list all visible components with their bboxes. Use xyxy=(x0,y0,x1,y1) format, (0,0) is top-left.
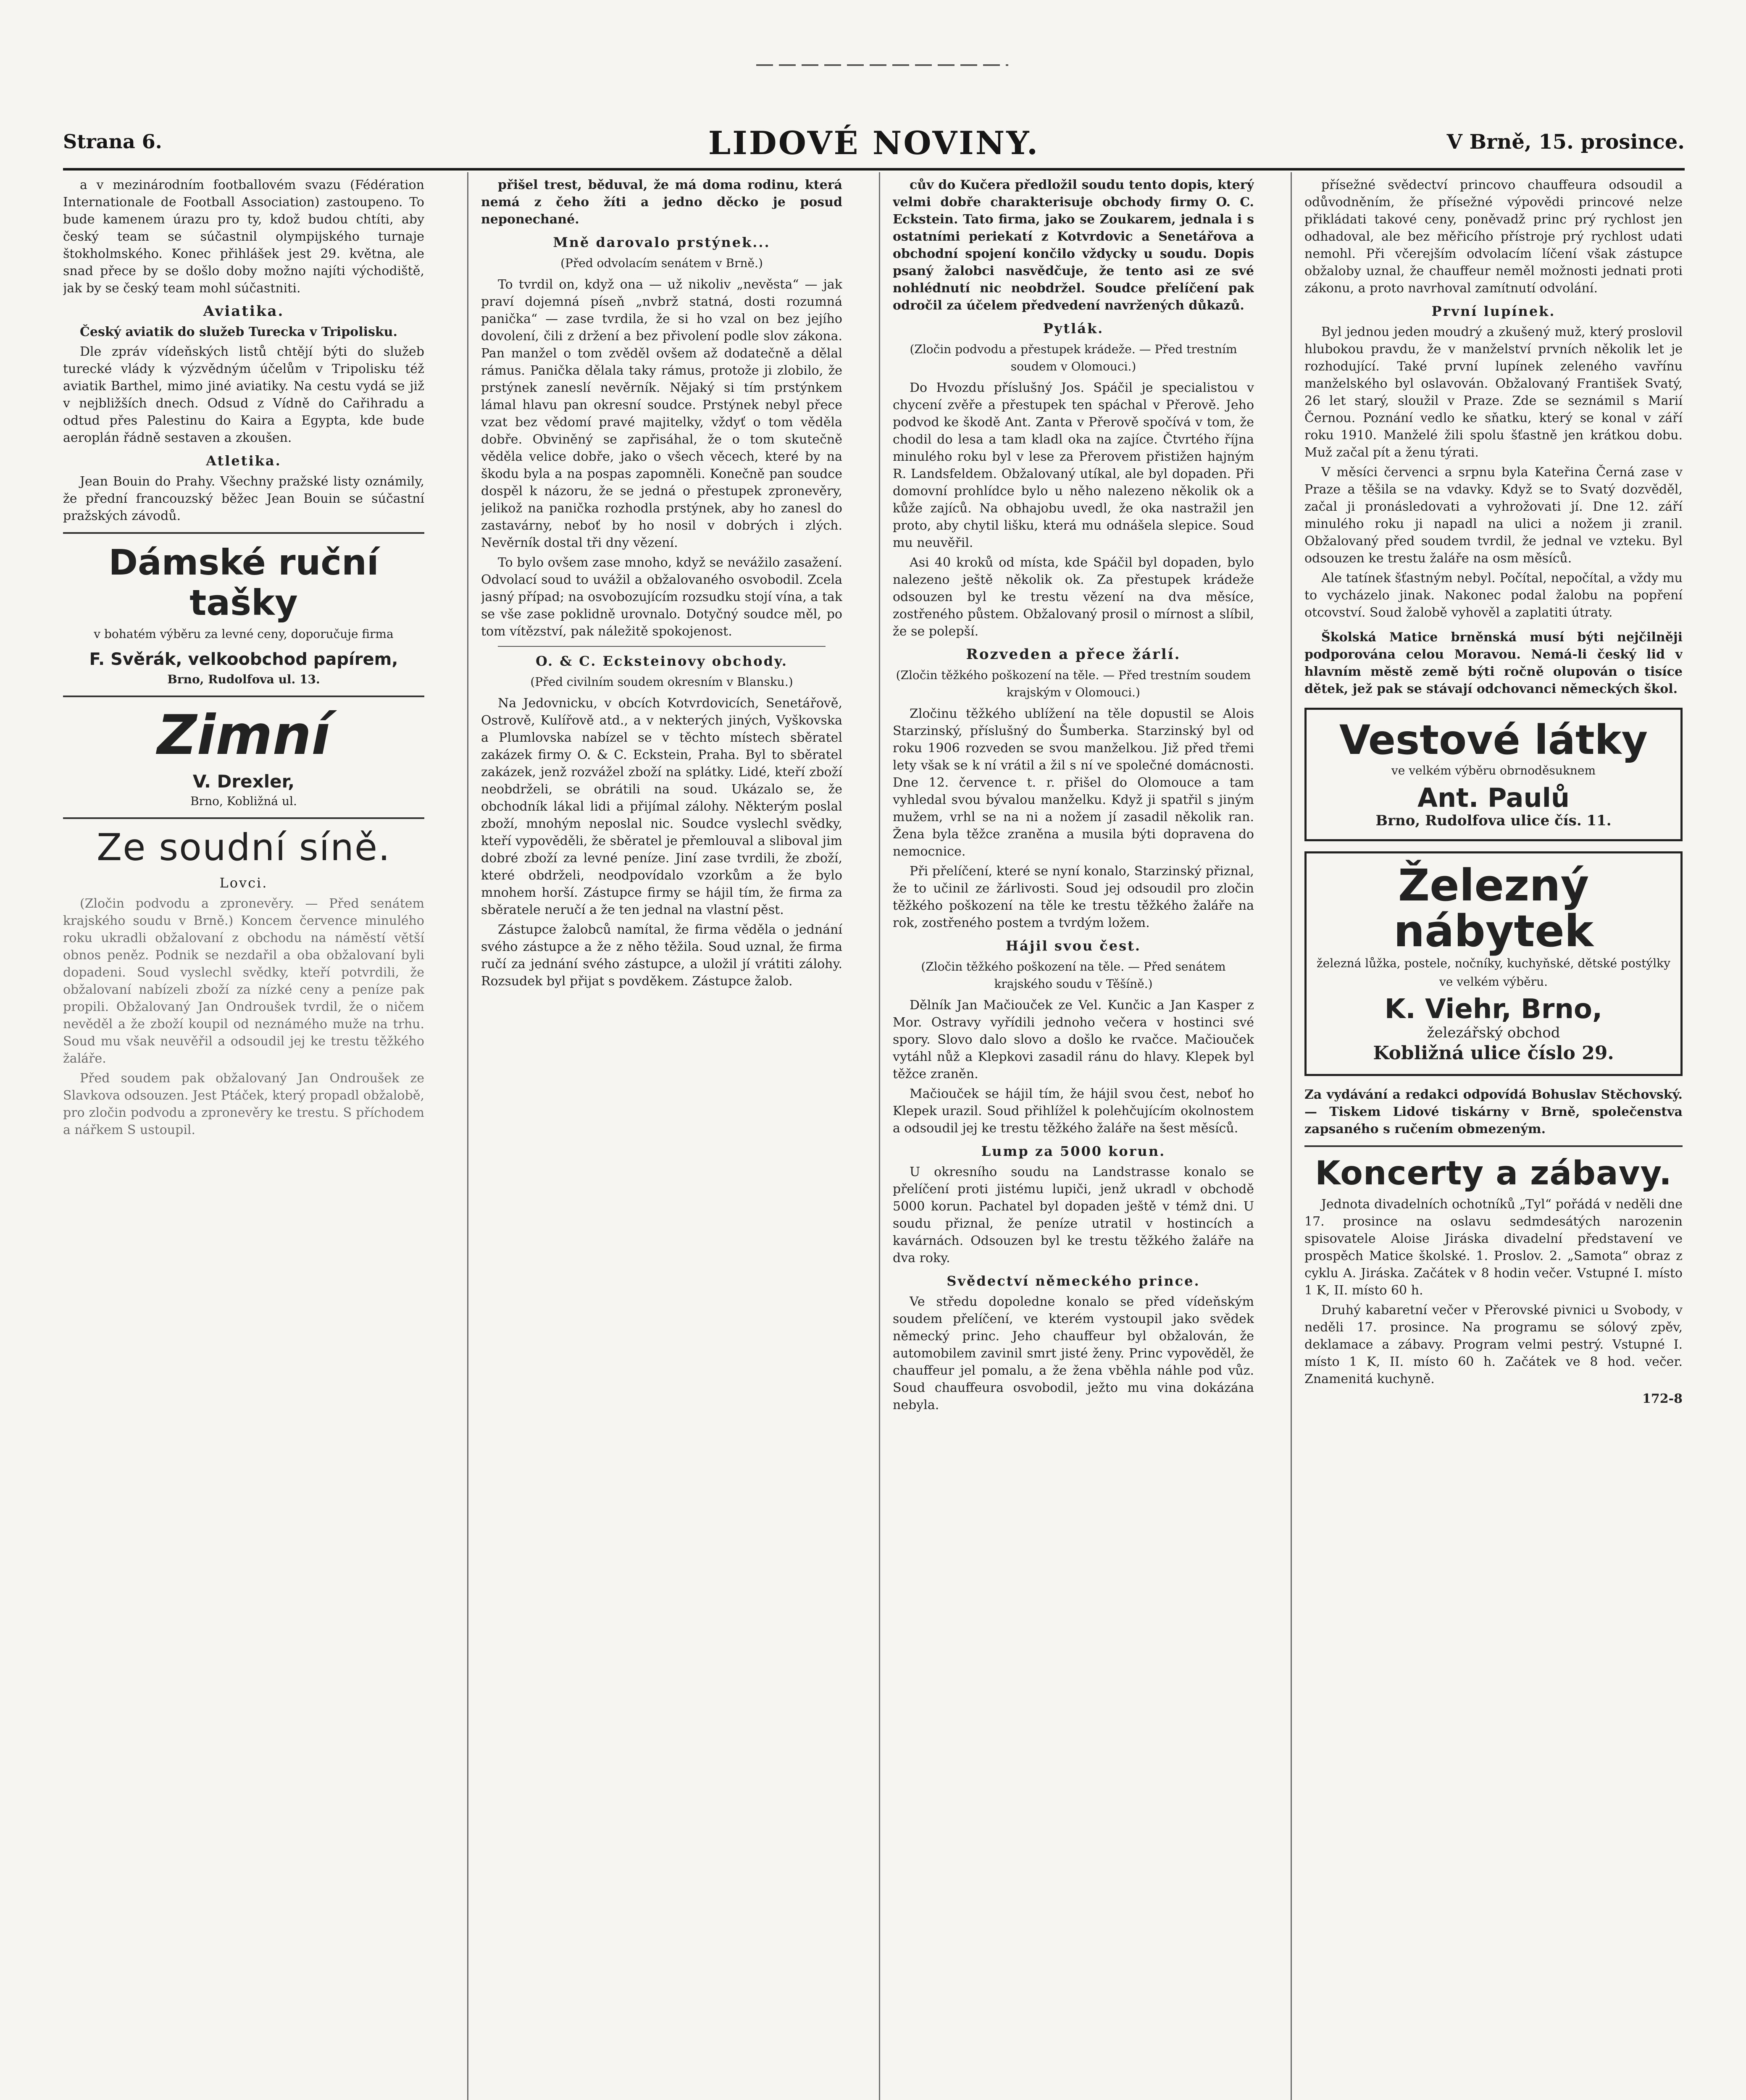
article-body: Ale tatínek šťastným nebyl. Počítal, nepočítal, a vždy mu to vycházelo jinak. Nakonec podal žalobu na popření otcovství. Soud žalobě vyhověl a zaplatiti útraty. xyxy=(1304,571,1683,620)
article-body: Zástupce žalobců namítal, že firma věděla o jednání svého zástupce a že z něho těžila. Soud uznal, že firma ručí za jednání svého zástupce, a uložil jí vrátiti zálohy. Rozsudek byl přijat s povděkem. Zástupce žalob. xyxy=(481,922,842,989)
article-continuation: cův do Kučera předložil soudu tento dopis, který velmi dobře charakterisuje obchody firmy O. C. Eckstein. Tato firma, jako se Zoukarem, jednala i s ostatními periekatí z Kotvrdovic a Senetářova a obchodní spojení končilo vždycky u soudu. Dopis psaný žalobci nasvědčuje, že tento asi ze své nohlédnutí nic neobdržel. Soudce přelíčení pak odročil za účelem předvedení navržených důkazů. xyxy=(893,178,1254,313)
article-subheading: (Zločin podvodu a přestupek krádeže. — Před trestním soudem v Olomouci.) xyxy=(910,342,1237,373)
ad-title-winter: Zimní xyxy=(157,703,330,767)
ad-zelezny-nabytek xyxy=(1304,851,1683,1076)
article-body: Jednota divadelních ochotníků „Tyl“ pořádá v neděli dne 17. prosince na oslavu sedmdesátých narozenin spisovatele Aloise Jiráska divadelní představení ve prospěch Matice školské. 1. Proslov. 2. „Samota“ obraz z cyklu A. Jiráska. Začátek v 8 hodin večer. Vstupné I. místo 1 K, II. místo 60 h. xyxy=(1304,1197,1683,1298)
article-body: Byl jednou jeden moudrý a zkušený muž, který proslovil hlubokou pravdu, že v manželství prvních několik let je rozhodující. Také první lupínek zeleného vavřínu manželského byl oslavován. Obžalovaný František Svatý, 26 let starý, sloužil v Praze. Zde se seznámil s Marií Černou. Poznání vedlo ke sňatku, který se konal v září roku 1910. Manželé žili spolu šťastně jen krátkou dobu. Muž začal pít a ženu týrati. xyxy=(1304,325,1683,460)
ad-firm: K. Viehr, Brno, xyxy=(1384,994,1603,1025)
ad-text: železná lůžka, postele, nočníky, kuchyňské, dětské postýlky ve velkém výběru. xyxy=(1317,956,1670,989)
article-continuation: přísežné svědectví princovo chauffeura odsoudil a odůvodněním, že přísežné výpovědi princové nelze přikládati takové ceny, poněvadž princ prý rychlost jen odhadoval, ale bez měřicího přístroje prý rychlost udati nemohl. Při včerejším odvolacím líčení však zástupce obžaloby uznal, že chauffeur neměl možnosti jednati proti zákonu, a proto navrhoval zamítnutí odvolání. xyxy=(1304,178,1683,296)
article-heading-pytlak: Pytlák. xyxy=(1043,320,1104,336)
article-heading-lovci: Lovci. xyxy=(219,875,268,891)
column-rule xyxy=(879,172,880,2100)
article-body: To tvrdil on, když ona — už nikoliv „nevěsta“ — jak praví dojemná píseň „nvbrž statná, dosti rozumná panička“ — zase tvrdila, že si ho vzal on bez jejího dovolení, čili z držení a bez přivolení podle slov zákona. Pan manžel o tom zvěděl ovšem až dodatečně a dělal rámus. Panička dělala taky rámus, protože ji zlobilo, že prstýnek zaneslí nevěrník. Nějaký si tím prstýnkem lámal hlavu pan okresní soudce. Prstýnek nebyl přece vzat bez vědomí pravé majitelky, vždyť o tom věděla dobře. Obviněný se zapřisáhal, že o tom skutečně věděla velice dobře, jako o všech věcech, které by na škodu byla a na pospas zapomněli. Konečně pan soudce dospěl k názoru, že se jedná o přestupek zpronevěry, jelikož na panička rozhodla prstýnek, aby ho zanesl do zastavárny, neboť by ho nosil v dobrých i zlých. Nevěrník dostal tři dny vězení. xyxy=(481,277,842,550)
article-body: (Zločin podvodu a zpronevěry. — Před senátem krajského soudu v Brně.) Koncem července minulého roku ukradli obžalovaní z obchodu na náměstí větší obnos peněz. Podnik se nezdařil a oba obžalovaní byli dopadeni. Soud vyslechl svědky, kteří potvrdili, že obžalovaní nabízeli zboží za nízké ceny a peníze pak propili. Obžalovaný Jan Ondroušek tvrdil, že o ničem nevěděl a že zboží koupil od neznámého muže na trhu. Soud mu však neuvěřil a odsoudil jej ke trestu těžkého žaláře. xyxy=(63,896,424,1066)
article-subheading: (Zločin těžkého poškození na těle. — Před trestním soudem krajským v Olomouci.) xyxy=(896,668,1251,699)
ad-subtitle: železářský obchod xyxy=(1427,1024,1560,1042)
ad-text: v bohatém výběru za levné ceny, doporučuje firma xyxy=(94,627,394,641)
article-body: Asi 40 kroků od místa, kde Spáčil byl dopaden, bylo nalezeno ještě několik ok. Za přestupek krádeže odsouzen byl ke trestu vězení na dva měsíce, zostřeného půstem. Obžalovaný prosil o mírnost a slíbil, že se polepší. xyxy=(893,555,1254,639)
article-body: Druhý kabaretní večer v Přerovské pivnici u Svobody, v neděli 17. prosince. Na programu se sólový zpěv, deklamace a zábavy. Program velmi pestrý. Vstupné I. místo 1 K, II. místo 60 h. Začátek ve 8 hod. večer. Znamenitá kuchyně. xyxy=(1304,1303,1683,1387)
ad-code: 172-8 xyxy=(1642,1391,1683,1407)
article-subheading: (Zločin těžkého poškození na těle. — Před senátem krajského soudu v Těšíně.) xyxy=(921,960,1226,991)
article-body: Do Hvozdu příslušný Jos. Spáčil je specialistou v chycení zvěře a přestupek ten spáchal v Přerově. Jeho podvod ke škodě Ant. Zanta v Přerově spočívá v tom, že chodil do lesa a tam kladl oka na zajíce. Čtvrtého října minulého roku byl v lese za Přerovem přistižen hajným R. Landsfeldem. Obžalovaný utíkal, ale byl dopaden. Při domovní prohlídce bylo u něho nalezeno několik ok a kůže zajíců. Na obhajobu uvedl, že oka nastražil jen proto, aby chytil lišku, která mu odnášela slepice. Soud mu neuvěřil. xyxy=(893,381,1254,550)
article-continuation: a v mezinárodním footballovém svazu (Fédération Internationale de Football Association) zastoupeno. To bude kamenem úrazu pro ty, kdož budou chtíti, aby český team se súčastnil olympijského turnaje štokholmského. Konec přihlášek jest 29. května, ale snad přece by se došlo doby možno najíti východiště, jak by se český team mohl súčastniti. xyxy=(63,178,424,296)
ad-vestove-latky xyxy=(1304,708,1683,841)
article-body: U okresního soudu na Landstrasse konalo se přelíčení proti jistému lupiči, jenž ukradl v obchodě 5000 korun. Pachatel byl dopaden ještě v témž dni. U soudu přiznal, že peníze utratil v hostincích a kavárnách. Odsouzen byl ke trestu těžkého žaláře na dva roky. xyxy=(893,1165,1254,1265)
section-heading-court: Ze soudní síně. xyxy=(96,826,391,869)
ad-firm: F. Svěrák, velkoobchod papírem, xyxy=(89,650,398,669)
imprint: Za vydávání a redakci odpovídá Bohuslav Stěchovský. — Tiskem Lidové tiskárny v Brně, společenstva zapsaného s ručením obmezeným. xyxy=(1304,1087,1683,1137)
matice-notice: Školská Matice brněnská musí býti nejčilněji podporována celou Moravou. Nemá-li český lid v hlavním městě země býti ročně olupován o tisíce dětek, jež pak se stávají odchovanci německých škol. xyxy=(1304,630,1683,696)
ad-title: Železný nábytek xyxy=(1394,859,1593,957)
column-1 xyxy=(63,176,424,2100)
ad-address: Brno, Rudolfova ul. 13. xyxy=(167,672,320,686)
section-heading-koncerty: Koncerty a zábavy. xyxy=(1315,1155,1672,1193)
article-heading-lump: Lump za 5000 korun. xyxy=(981,1143,1166,1159)
ad-address: Brno, Kobližná ul. xyxy=(190,794,297,808)
article-lead: Český aviatik do služeb Turecka v Tripolisku. xyxy=(80,325,397,339)
article-subheading: (Před odvolacím senátem v Brně.) xyxy=(560,256,763,270)
article-heading-rozveden: Rozveden a přece žárlí. xyxy=(966,646,1181,663)
column-2 xyxy=(481,176,842,2100)
ad-title-bags: Dámské ruční tašky xyxy=(108,542,379,623)
top-ornament xyxy=(756,63,1008,67)
ad-address: Brno, Rudolfova ulice čís. 11. xyxy=(1375,812,1612,829)
section-heading-aviatika: Aviatika. xyxy=(203,303,284,320)
column-rule xyxy=(1291,172,1292,2100)
separator xyxy=(498,646,826,647)
running-head xyxy=(63,126,1685,171)
article-subheading: (Před civilním soudem okresním v Blansku.) xyxy=(530,675,793,689)
article-heading-darovalo: Mně darovalo prstýnek... xyxy=(553,234,770,250)
article-body: To bylo ovšem zase mnoho, když se nevážilo zasažení. Odvolací soud to uvážil a obžalovaného osvobodil. Zcela jasný případ; na osvobozujícím rozsudku stojí vína, a tak se vše zase poklidně urovnalo. Dotyčný soudce měl, po tom vítězství, pak náležitě spokojenost. xyxy=(481,555,842,639)
column-3 xyxy=(893,176,1254,2100)
dateline: V Brně, 15. prosince. xyxy=(1446,130,1685,154)
article-body: Dle zpráv vídeňských listů chtějí býti do služeb turecké vlády k výzvědným účelům v Tripolisku též aviatik Barthel, mimo jiné aviatiky. Na cestu vydá se již v nejbližších dnech. Odsud z Vídně do Cařihradu a odtud přes Palestinu do Kaira a Egypta, kde bude aeroplán řádně sestaven a zkoušen. xyxy=(63,344,424,445)
article-body: Jean Bouin do Prahy. Všechny pražské listy oznámily, že přední francouzský běžec Jean Bouin se súčastní pražských závodů. xyxy=(63,474,424,523)
section-heading-atletika: Atletika. xyxy=(206,453,281,469)
article-heading-eckstein: O. & C. Ecksteinovy obchody. xyxy=(535,653,788,669)
article-heading-lupinek: První lupínek. xyxy=(1431,303,1556,319)
article-heading-hajil: Hájil svou čest. xyxy=(1005,938,1141,954)
article-body: Při přelíčení, které se nyní konalo, Starzinský přiznal, že to učinil ze žárlivosti. Soud jej odsoudil pro zločin těžkého poškození na těle ke trestu těžkého žaláře na rok, zostřeného postem a tvrdým ložem. xyxy=(893,864,1254,930)
separator xyxy=(63,696,424,697)
article-body: Před soudem pak obžalovaný Jan Ondroušek ze Slavkova odsouzen. Jest Ptáček, který propadl obžalobě, pro zločin podvodu a zpronevěry ke trestu. S příchodem a nářkem S ustoupil. xyxy=(63,1071,424,1137)
column-rule xyxy=(467,172,468,2100)
article-body: V měsíci červenci a srpnu byla Kateřina Černá zase v Praze a těšila se na vdavky. Když se to Svatý dozvěděl, začal ji pronásledovati a vyhrožovati jí. Dne 12. září minulého roku ji napadl na ulici a nožem ji zranil. Obžalovaný před soudem tvrdil, že jednal ve vzteku. Byl odsouzen ke trestu žaláře na osm měsíců. xyxy=(1304,465,1683,566)
separator xyxy=(63,532,424,534)
ad-title: Vestové látky xyxy=(1339,717,1648,764)
article-continuation: přišel trest, běduval, že má doma rodinu, která nemá z čeho žíti a jedno děcko je posud neponechané. xyxy=(481,178,842,227)
column-4 xyxy=(1304,176,1683,2100)
ad-firm: Ant. Paulů xyxy=(1417,782,1570,813)
article-heading-svedectvi: Svědectví německého prince. xyxy=(947,1273,1200,1289)
article-body: Dělník Jan Mačiouček ze Vel. Kunčic a Jan Kasper z Mor. Ostravy vyřídili jednoho večera v hostinci své spory. Slovo dalo slovo a došlo ke rvačce. Mačiouček vytáhl nůž a Klepkovi zasadil ránu do hlavy. Klepek byl těžce zraněn. xyxy=(893,998,1254,1082)
separator xyxy=(63,817,424,819)
article-body: Mačiouček se hájil tím, že hájil svou čest, neboť ho Klepek urazil. Soud přihlížel k polehčujícím okolnostem a odsoudil jej ke trestu těžkého žaláře na šest měsíců. xyxy=(893,1087,1254,1136)
ad-address: Kobližná ulice číslo 29. xyxy=(1373,1042,1614,1064)
article-body: Ve středu dopoledne konalo se před vídeňským soudem přelíčení, ve kterém vystoupil jako svědek německý princ. Jeho chauffeur byl obžalován, že automobilem zavinil smrt jisté ženy. Princ vypověděl, že chauffeur jel pomalu, a že žena vběhla náhle pod vůz. Soud chauffeura osvobodil, ježto mu vina dokázána nebyla. xyxy=(893,1294,1254,1412)
article-body: Na Jedovnicku, v obcích Kotvrdovicích, Senetářově, Ostrově, Kulířově atd., a v nekterých jiných, Vyškovska a Plumlovska nabízel se v těchto místech sběratel zakázek firmy O. & C. Eckstein, Praha. Byl to sběratel zakázek, jenž rozvážel zboží na splátky. Lidé, kteří zboží neobdrželi, se obrátili na soud. Ukázalo se, že obchodník lákal lidi a přijímal zálohy. Některým poslal zboží, mnohým neposlal nic. Soudce vyslechl svědky, kteří vypověděli, že sběratel je přemlouval a sliboval jim dobré zboží za levné peníze. Jiní zase tvrdili, že zboží, které obdrželi, neodpovídalo vzorkům a že bylo mnohem horší. Zástupce firmy se hájil tím, že firma za sběratele neručí a že ten jednal na vlastní pěst. xyxy=(481,696,842,917)
ad-firm: V. Drexler, xyxy=(192,771,295,792)
masthead: LIDOVÉ NOVINY. xyxy=(708,124,1040,162)
article-body: Zločinu těžkého ublížení na těle dopustil se Alois Starzinský, příslušný do Šumberka. Starzinský byl od roku 1906 rozveden se svou manželkou. Již před třemi lety však se k ní vrátil a žil s ní ve společné domácnosti. Dne 12. července t. r. přišel do Olomouce a tam vyhledal svou bývalou manželku. Když ji spatřil s jiným mužem, vrhl se na ni a nožem jí zasadil několik ran. Žena byla těžce zraněna a musila býti dopravena do nemocnice. xyxy=(893,706,1254,859)
ad-side-text: ve velkém výběru obrnoděsuknem xyxy=(1391,763,1596,777)
page-number: Strana 6. xyxy=(63,130,162,153)
separator xyxy=(1304,1145,1683,1147)
